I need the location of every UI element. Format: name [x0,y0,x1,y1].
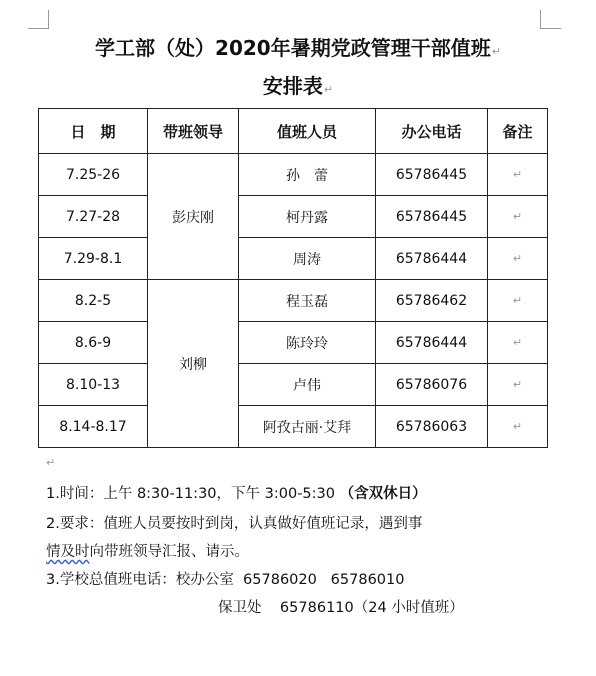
table-header-row [39,109,548,154]
note-hotline-line2: 保卫处 65786110（24 小时值班） [218,600,464,616]
table-row [39,322,548,364]
remarks-cell: ↵ [488,322,548,364]
phone-cell: 65786445 [376,154,488,196]
duty-schedule-table [38,108,548,448]
header-remarks: 备注 [488,109,548,154]
remarks-cell: ↵ [488,154,548,196]
remarks-cell: ↵ [488,406,548,448]
remarks-cell: ↵ [488,196,548,238]
note-hotline-line1: 3.学校总值班电话：校办公室 65786020 65786010 [46,572,405,588]
table-row [39,406,548,448]
date-cell: 7.27-28 [39,196,148,238]
table-row [39,238,548,280]
staff-cell: 卢伟 [239,364,376,406]
note-requirement-line1: 2.要求：值班人员要按时到岗，认真做好值班记录，遇到事 [46,516,423,532]
remarks-cell: ↵ [488,238,548,280]
date-cell: 7.25-26 [39,154,148,196]
header-leader: 带班领导 [148,109,239,154]
staff-cell: 周涛 [239,238,376,280]
table-row [39,196,548,238]
date-cell: 8.6-9 [39,322,148,364]
header-date: 日 期 [39,109,148,154]
leader-cell: 彭庆刚 [148,154,239,280]
note-time: 1.时间：上午 8:30-11:30，下午 3:00-5:30 （含双休日） [46,486,427,502]
note-requirement-line2: 情及时向带班领导汇报、请示。 [46,544,249,560]
header-staff: 值班人员 [239,109,376,154]
page-corner-mark-left [28,10,49,29]
phone-cell: 65786462 [376,280,488,322]
date-cell: 8.2-5 [39,280,148,322]
staff-cell: 程玉磊 [239,280,376,322]
phone-cell: 65786445 [376,196,488,238]
phone-cell: 65786444 [376,322,488,364]
staff-cell: 阿孜古丽·艾拜 [239,406,376,448]
document-title-line1: 学工部（处）2020年暑期党政管理干部值班↵ [95,36,501,60]
phone-cell: 65786444 [376,238,488,280]
phone-cell: 65786076 [376,364,488,406]
date-cell: 8.14-8.17 [39,406,148,448]
empty-paragraph-mark: ↵ [46,456,56,469]
remarks-cell: ↵ [488,364,548,406]
remarks-cell: ↵ [488,280,548,322]
date-cell: 7.29-8.1 [39,238,148,280]
date-cell: 8.10-13 [39,364,148,406]
document-title-line2: 安排表↵ [262,74,334,98]
header-phone: 办公电话 [376,109,488,154]
staff-cell: 孙 蕾 [239,154,376,196]
staff-cell: 陈玲玲 [239,322,376,364]
spelling-underline: 情及时 [46,544,90,560]
page-corner-mark-right [540,10,561,29]
table-row [39,364,548,406]
table-row [39,280,548,322]
staff-cell: 柯丹露 [239,196,376,238]
table-row [39,154,548,196]
leader-cell: 刘柳 [148,280,239,448]
phone-cell: 65786063 [376,406,488,448]
